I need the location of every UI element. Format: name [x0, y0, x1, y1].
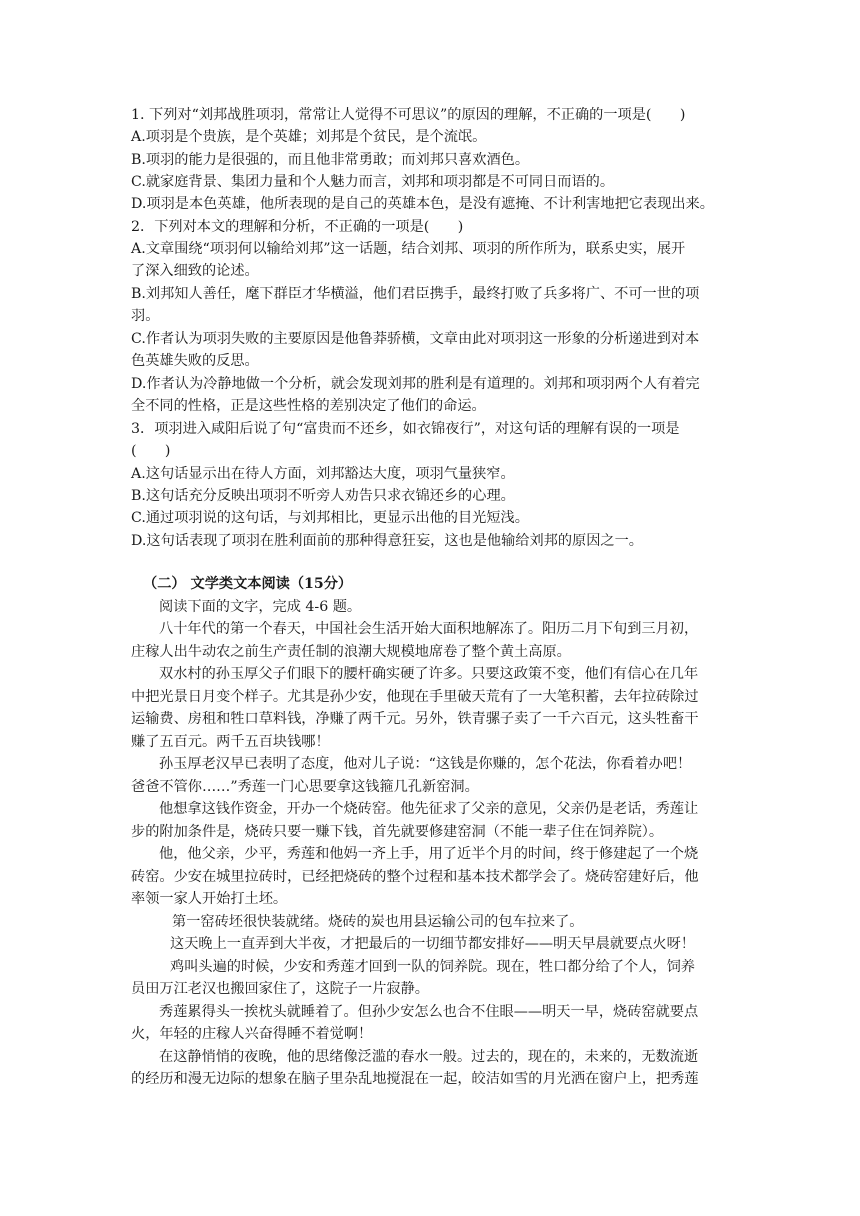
passage-line: 运输费、房租和牲口草料钱，净赚了两千元。另外，铁青骡子卖了一千六百元，这头牲畜干 — [131, 711, 699, 727]
question-1-option-d: D.项羽是本色英雄，他所表现的是自己的英雄本色，是没有遮掩、不计利害地把它表现出来。 — [131, 196, 714, 212]
question-3-option-c: C.通过项羽说的这句话，与刘邦相比，更显示出他的目光短浅。 — [131, 510, 529, 526]
passage-line: 庄稼人出牛动农之前生产责任制的浪潮大规模地席卷了整个黄土高原。 — [131, 644, 571, 660]
passage-line: 率领一家人开始打土坯。 — [131, 891, 288, 907]
passage-line: 八十年代的第一个春天，中国社会生活开始大面积地解冻了。阳历二月下旬到三月初， — [159, 621, 699, 637]
question-1-option-b: B.项羽的能力是很强的，而且他非常勇敢；而刘邦只喜欢酒色。 — [131, 152, 530, 168]
question-3-stem-line-1: 3．项羽进入咸阳后说了句“富贵而不还乡，如衣锦夜行”，对这句话的理解有误的一项是 — [131, 421, 680, 437]
question-2-option-a-line-2: 了深入细致的论述。 — [131, 263, 259, 279]
question-2-option-b-line-1: B.刘邦知人善任，麾下群臣才华横溢，他们君臣携手，最终打败了兵多将广、不可一世的项 — [131, 286, 700, 302]
passage-line: 火，年轻的庄稼人兴奋得睡不着觉啊！ — [131, 1026, 373, 1042]
passage-line: 这天晚上一直弄到大半夜，才把最后的一切细节都安排好——明天早晨就要点火呀！ — [170, 936, 695, 952]
passage-line: 爸爸不管你……”秀莲一门心思要拿这钱箍几孔新窑洞。 — [131, 779, 479, 795]
passage-line: 孙玉厚老汉早已表明了态度，他对儿子说：“这钱是你赚的，怎个花法，你看着办吧！ — [159, 756, 692, 772]
question-3-option-a: A.这句话显示出在待人方面，刘邦豁达大度，项羽气量狭窄。 — [131, 466, 515, 482]
passage-line: 的经历和漫无边际的想象在脑子里杂乱地搅混在一起，皎洁如雪的月光洒在窗户上，把秀莲 — [131, 1071, 699, 1087]
question-2-option-c-line-1: C.作者认为项羽失败的主要原因是他鲁莽骄横，文章由此对项羽这一形象的分析递进到对本 — [131, 331, 700, 347]
passage-line: 他，他父亲，少平，秀莲和他妈一齐上手，用了近半个月的时间，终于修建起了一个烧 — [159, 846, 699, 862]
question-1-option-c: C.就家庭背景、集团力量和个人魅力而言，刘邦和项羽都是不可同日而语的。 — [131, 174, 615, 190]
passage-line: 第一窑砖坯很快装就绪。烧砖的炭也用县运输公司的包车拉来了。 — [172, 914, 584, 930]
section-instruction: 阅读下面的文字，完成 4-6 题。 — [159, 599, 362, 615]
question-1-stem: 1. 下列对“刘邦战胜项羽，常常让人觉得不可思议”的原因的理解，不正确的一项是( ) — [131, 107, 686, 123]
section-heading: （二） 文学类文本阅读（15分） — [143, 576, 353, 592]
passage-line: 砖窑。少安在城里拉砖时，已经把烧砖的整个过程和基本技术都学会了。烧砖窑建好后，他 — [131, 869, 699, 885]
passage-line: 鸡叫头遍的时候，少安和秀莲才回到一队的饲养院。现在，牲口都分给了个人，饲养 — [170, 959, 695, 975]
passage-line: 在这静悄悄的夜晚，他的思绪像泛滥的春水一般。过去的，现在的，未来的，无数流逝 — [159, 1049, 699, 1065]
passage-line: 赚了五百元。两千五百块钱哪！ — [131, 734, 330, 750]
question-2-option-d-line-2: 全不同的性格，正是这些性格的差别决定了他们的命运。 — [131, 398, 486, 414]
question-3-option-d: D.这句话表现了项羽在胜利面前的那种得意狂妄，这也是他输给刘邦的原因之一。 — [131, 533, 643, 549]
question-2-option-a-line-1: A.文章围绕“项羽何以输给刘邦”这一话题，结合刘邦、项羽的所作所为，联系史实，展开 — [131, 241, 686, 257]
passage-line: 秀莲累得头一挨枕头就睡着了。但孙少安怎么也合不住眼——明天一早，烧砖窑就要点 — [159, 1004, 699, 1020]
passage-line: 步的附加条件是，烧砖只要一赚下钱，首先就要修建窑洞（不能一辈子住在饲养院）。 — [131, 824, 664, 840]
question-2-option-b-line-2: 羽。 — [131, 308, 160, 324]
question-2-option-d-line-1: D.作者认为冷静地做一个分析，就会发现刘邦的胜利是有道理的。刘邦和项羽两个人有着完 — [131, 376, 700, 392]
passage-line: 双水村的孙玉厚父子们眼下的腰杆确实硬了许多。只要这政策不变，他们有信心在几年 — [159, 666, 699, 682]
passage-line: 他想拿这钱作资金，开办一个烧砖窑。他先征求了父亲的意见，父亲仍是老话，秀莲让 — [159, 801, 699, 817]
question-3-option-b: B.这句话充分反映出项羽不听旁人劝告只求衣锦还乡的心理。 — [131, 488, 515, 504]
question-1-option-a: A.项羽是个贵族，是个英雄；刘邦是个贫民，是个流氓。 — [131, 129, 487, 145]
question-2-stem: 2．下列对本文的理解和分析，不正确的一项是( ) — [131, 219, 464, 235]
question-3-stem-line-2: ( ) — [131, 443, 171, 459]
passage-line: 员田万江老汉也搬回家住了，这院子一片寂静。 — [131, 981, 429, 997]
passage-line: 中把光景日月变个样子。尤其是孙少安，他现在手里破天荒有了一大笔积蓄，去年拉砖除过 — [131, 689, 699, 705]
question-2-option-c-line-2: 色英雄失败的反思。 — [131, 353, 259, 369]
